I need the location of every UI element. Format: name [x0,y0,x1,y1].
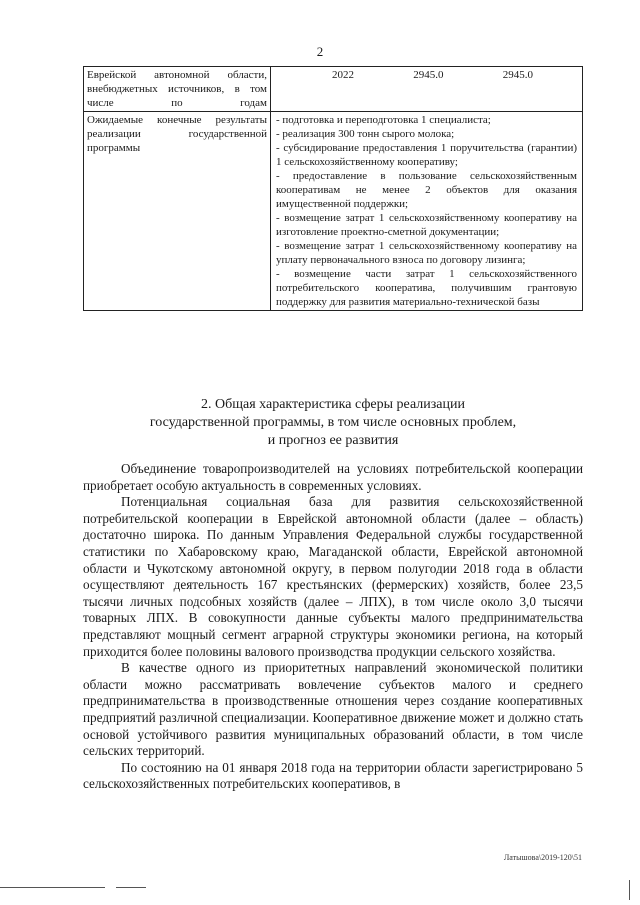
body-text [83,461,583,793]
footer-rule [0,887,105,888]
results-list [274,113,579,309]
list-item: - подготовка и переподготовка 1 специалиста; [276,114,491,126]
footer-file-stamp: Латышова\2019-120\51 [503,853,582,862]
section-heading-line: государственной программы, в том числе основных проблем, [149,415,517,430]
results-label-cell: Ожидаемые конечные результаты реализации государственной программы [84,112,271,311]
funding-value-2: 2945.0 [502,69,533,81]
funding-value-1: 2945.0 [413,69,444,81]
results-list-cell [271,112,583,311]
footer-rule [116,887,146,888]
list-item: - возмещение затрат 1 сельскохозяйственному кооперативу на изготовление проектно-сметной документации; [276,212,577,238]
funding-year: 2022 [332,69,354,81]
paragraph: В качестве одного из приоритетных направлений экономической политики области можно рассматривать вовлечение субъектов малого и среднего предпринимательства в производственные отношения через создание кооперативных предприятий различной специализации. Кооперативное движение может и должно стать основой устойчивого развития муниципальных образований области, в том числе сельских территорий. [83,660,583,759]
paragraph: Потенциальная социальная база для развития сельскохозяйственной потребительской кооперации в Еврейской автономной области (далее – область) достаточно широка. По данным Управления Федеральной службы государственной статистики по Хабаровскому краю, Магаданской области, Еврейской автономной области и Чукотскому автономной округу, в первом полугодии 2018 года в области осуществляют деятельность 167 крестьянских (фермерских) хозяйств, более 23,5 тысячи личных подсобных хозяйств (далее – ЛПХ), в том числе около 3,0 тысячи товарных ЛПХ. В совокупности данные субъекты малого предпринимательства представляют мощный сегмент аграрной структуры экономики региона, на который приходится более половины валового производства продукции сельского хозяйства. [83,494,583,659]
list-item: - предоставление в пользование сельскохозяйственным кооперативам не менее 2 объектов для оказания имущественной поддержки; [276,170,577,210]
funding-year-row [274,68,579,82]
list-item: - реализация 300 тонн сырого молока; [276,128,455,140]
funding-label-cell: Еврейской автономной области, внебюджетных источников, в том числе по годам [84,67,271,112]
paragraph: Объединение товаропроизводителей на условиях потребительской кооперации приобретает особую актуальность в современных условиях. [83,461,583,493]
page-number: 2 [316,44,324,59]
program-passport-table [83,66,583,311]
list-item: - возмещение части затрат 1 сельскохозяйственного потребительского кооператива, получившим грантовую поддержку для развития материально-технической базы [276,268,577,308]
section-heading [83,396,583,450]
table-row-funding [84,67,583,112]
scan-mark [629,880,630,900]
section-heading-line: 2. Общая характеристика сферы реализации [201,397,465,412]
funding-values-cell [271,67,583,112]
table-row-results [84,112,583,311]
section-heading-line: и прогноз ее развития [267,433,399,448]
list-item: - возмещение затрат 1 сельскохозяйственному кооперативу на уплату первоначального взноса по договору лизинга; [276,240,577,266]
paragraph: По состоянию на 01 января 2018 года на территории области зарегистрировано 5 сельскохозяйственных потребительских кооперативов, в [83,759,583,792]
list-item: - субсидирование предоставления 1 поручительства (гарантии) 1 сельскохозяйственному кооперативу; [276,142,577,168]
